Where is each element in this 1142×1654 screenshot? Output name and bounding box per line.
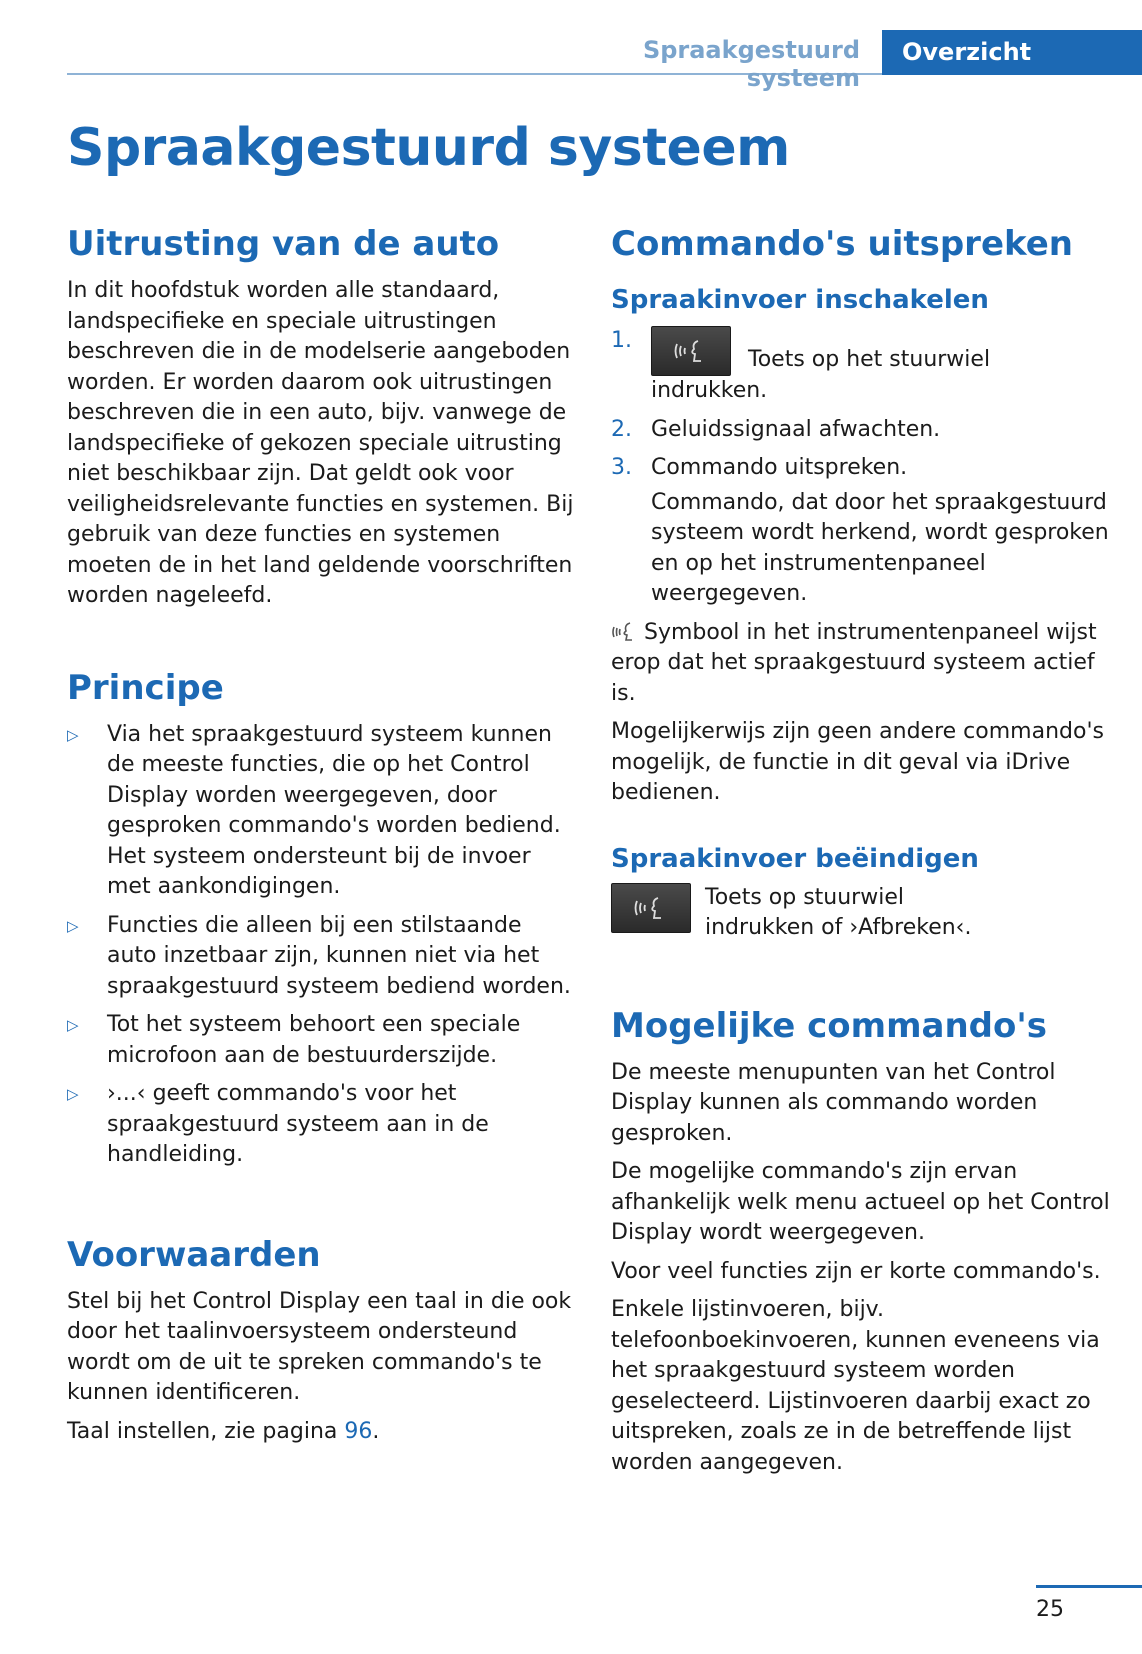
list-item: [67, 1010, 577, 1071]
footer-rule: [1036, 1585, 1142, 1588]
principle-list: [67, 720, 577, 1171]
list-item-text: Via het spraakgestuurd systeem kunnen de meeste functies, die op het Control Display worden weergegeven, door gesproken commando's worden bediend. Het systeem ondersteunt bij de invoer met aankondigingen.: [107, 721, 561, 899]
conditions-heading: Voorwaarden: [67, 1234, 321, 1275]
voice-active-icon: [611, 620, 637, 642]
list-item: [67, 911, 577, 1003]
left-column: [67, 220, 577, 1447]
activate-steps: [611, 326, 1111, 610]
triangle-bullet-icon: ▷: [67, 725, 79, 744]
end-voice-row: [611, 883, 1111, 944]
end-voice-heading: Spraakinvoer beëindigen: [611, 843, 979, 874]
language-reference: [67, 1417, 577, 1448]
step-number: 3.: [611, 455, 632, 480]
triangle-bullet-icon: ▷: [67, 916, 79, 935]
page-link-96[interactable]: 96: [344, 1418, 373, 1444]
page-number: 25: [1036, 1597, 1064, 1622]
conditions-section: [67, 1231, 577, 1448]
end-voice-text: Toets op stuurwiel indrukken of ›Afbreken‹.: [705, 884, 972, 940]
triangle-bullet-icon: ▷: [67, 1085, 79, 1103]
conditions-text: Stel bij het Control Display een taal in die ook door het taalinvoersysteem ondersteund wordt om de uit te spreken commando's te kunnen identificeren.: [67, 1288, 572, 1405]
voice-button-icon: [611, 883, 691, 933]
list-item: [67, 720, 577, 903]
possible-commands-section: [611, 1002, 1111, 1479]
equipment-heading: Uitrusting van de auto: [67, 224, 500, 264]
reference-prefix: Taal instellen, zie pagina: [67, 1418, 345, 1444]
step-text: Toets op het stuurwiel indrukken.: [651, 347, 991, 403]
commands-paragraph: Enkele lijstinvoeren, bijv. telefoonboekinvoeren, kunnen eveneens via het spraakgestuurd systeem worden geselecteerd. Lijstinvoeren daarbij exact zo uitspreken, zoals ze in de betreffende lijst worden aangegeven.: [611, 1297, 1100, 1475]
principle-section: [67, 664, 577, 1171]
step-text: Commando uitspreken.: [651, 455, 908, 480]
step-number: 1.: [611, 328, 632, 353]
list-item-text: Tot het systeem behoort een speciale microfoon aan de bestuurderszijde.: [107, 1012, 521, 1068]
equipment-text: In dit hoofdstuk worden alle standaard, landspecifieke en speciale uitrustingen beschreven die in de modelserie aangeboden worden. Er worden daarom ook uitrustingen beschreven die in een auto, bijv. vanwege de landspecifieke of gekozen speciale uitrusting niet beschikbaar zijn. Dat geldt ook voor veiligheidsrelevante functies en systemen. Bij gebruik van deze functies en systemen moeten de in het land geldende voorschriften worden nageleefd.: [67, 278, 574, 608]
triangle-bullet-icon: ▷: [67, 1016, 79, 1034]
principle-heading: Principe: [67, 667, 224, 708]
list-item-text: ›...‹ geeft commando's voor het spraakgestuurd systeem aan in de handleiding.: [107, 1081, 489, 1167]
step-number: 2.: [611, 416, 632, 442]
step-item: [611, 415, 1111, 446]
step-item: [611, 326, 1111, 407]
step-item: [611, 453, 1111, 610]
voice-button-icon: [651, 326, 731, 376]
list-item: [67, 1079, 577, 1171]
commands-paragraph: Voor veel functies zijn er korte commando's.: [611, 1258, 1101, 1284]
symbol-text: Symbool in het instrumentenpaneel wijst erop dat het spraakgestuurd systeem actief is.: [611, 619, 1097, 706]
page-title: Spraakgestuurd systeem: [67, 118, 790, 178]
header-tab-overview: Overzicht: [882, 30, 1142, 75]
idrive-note: Mogelijkerwijs zijn geen andere commando's mogelijk, de functie in dit geval via iDrive bedienen.: [611, 719, 1104, 805]
reference-suffix: .: [372, 1418, 380, 1444]
commands-paragraph: De mogelijke commando's zijn ervan afhankelijk welk menu actueel op het Control Display wordt weergegeven.: [611, 1159, 1110, 1245]
speak-commands-section: [611, 220, 1111, 944]
speak-commands-heading: Commando's uitspreken: [611, 224, 1073, 264]
commands-paragraph: De meeste menupunten van het Control Display kunnen als commando worden gesproken.: [611, 1059, 1056, 1146]
symbol-paragraph: [611, 618, 1111, 710]
step-text: Geluidssignaal afwachten.: [651, 416, 941, 442]
step-3-detail: Commando, dat door het spraakgestuurd systeem wordt herkend, wordt gesproken en op het instrumentenpaneel weergegeven.: [651, 489, 1109, 606]
header-section-title: Spraakgestuurd systeem: [642, 36, 860, 92]
activate-voice-heading: Spraakinvoer inschakelen: [611, 285, 989, 315]
possible-commands-heading: Mogelijke commando's: [611, 1005, 1048, 1046]
equipment-section: [67, 220, 577, 612]
list-item-text: Functies die alleen bij een stilstaande auto inzetbaar zijn, kunnen niet via het spraakgestuurd systeem bediend worden.: [107, 912, 571, 999]
right-column: [611, 220, 1111, 1478]
